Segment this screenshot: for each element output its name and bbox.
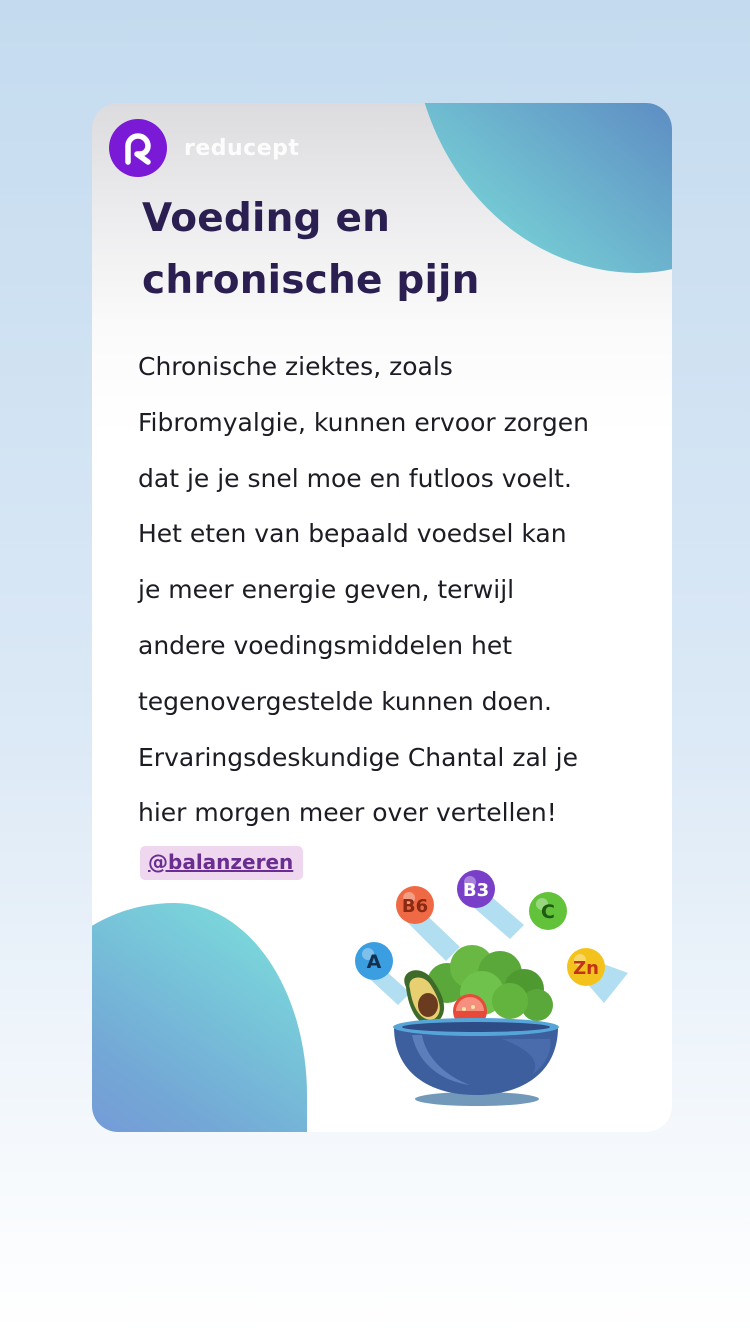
vitamin-a-icon bbox=[355, 942, 393, 980]
title-line-1: Voeding en bbox=[142, 196, 391, 241]
body-paragraph bbox=[138, 339, 658, 841]
reducept-logo-icon[interactable] bbox=[109, 119, 167, 177]
brand-header[interactable] bbox=[109, 119, 299, 177]
bowl-icon bbox=[393, 1018, 559, 1095]
body-line: andere voedingsmiddelen het bbox=[138, 630, 513, 660]
logo-glyph bbox=[118, 128, 158, 168]
vitamin-zn-label: Zn bbox=[573, 958, 599, 979]
body-line: hier morgen meer over vertellen! bbox=[138, 798, 557, 828]
body-line: Ervaringsdeskundige Chantal zal je bbox=[138, 742, 578, 772]
body-line: Het eten van bepaald voedsel kan bbox=[138, 519, 567, 549]
body-line: je meer energie geven, terwijl bbox=[138, 575, 515, 605]
vitamin-a-label: A bbox=[366, 951, 382, 973]
decorative-blob-bottom bbox=[92, 903, 307, 1132]
vitamin-zn-icon bbox=[567, 948, 605, 986]
vitamin-b6-icon bbox=[396, 886, 434, 924]
vitamin-b3-label: B3 bbox=[462, 880, 490, 901]
title-line-2: chronische pijn bbox=[142, 258, 480, 303]
vitamin-c-icon bbox=[529, 892, 567, 930]
vitamin-b6-label: B6 bbox=[401, 896, 429, 917]
body-line: dat je je snel moe en futloos voelt. bbox=[138, 463, 572, 493]
salad-bowl-illustration bbox=[352, 863, 642, 1113]
page-title bbox=[142, 188, 480, 312]
vitamin-b3-icon bbox=[457, 870, 495, 908]
brand-name[interactable]: reducept bbox=[184, 135, 300, 161]
vitamin-c-label: C bbox=[541, 901, 555, 923]
story-card bbox=[92, 103, 672, 1132]
mention-sticker-balanzeren[interactable]: @balanzeren bbox=[140, 846, 303, 880]
body-line: tegenovergestelde kunnen doen. bbox=[138, 686, 552, 716]
body-line: Chronische ziektes, zoals bbox=[138, 352, 453, 381]
body-line: Fibromyalgie, kunnen ervoor zorgen bbox=[138, 407, 589, 437]
